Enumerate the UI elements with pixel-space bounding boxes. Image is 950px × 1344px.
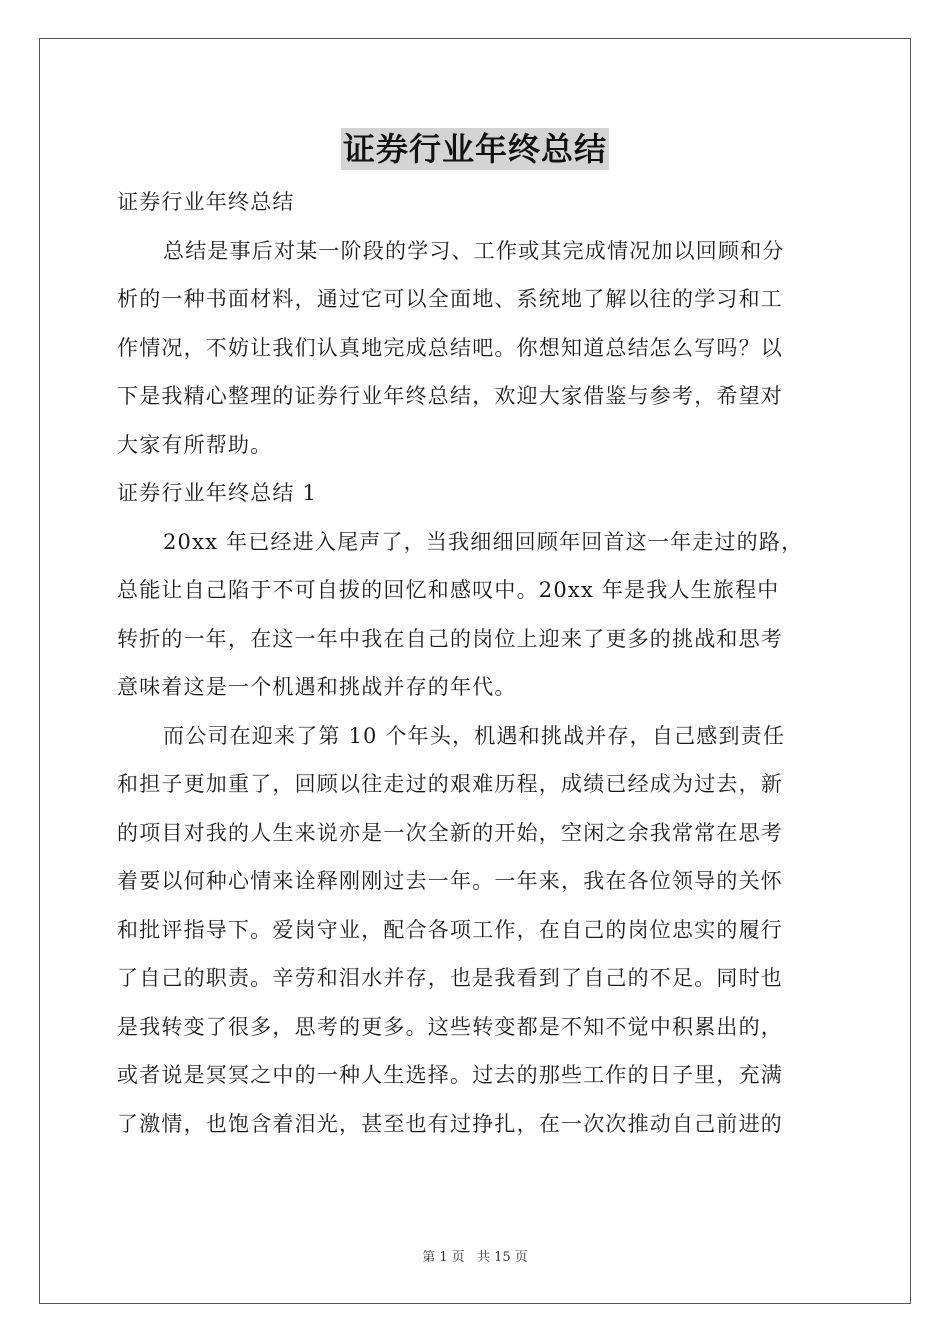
text-line: 下是我精心整理的证券行业年终总结，欢迎大家借鉴与参考，希望对 [117,384,783,408]
page-number: 第 1 页 [422,1250,465,1265]
text-line: 证券行业年终总结 [117,190,295,214]
page-footer [0,1246,950,1265]
document-title: 证券行业年终总结 [342,130,607,168]
text-line: 的项目对我的人生来说亦是一次全新的开始，空闲之余我常常在思考 [117,820,783,845]
text-line: 意味着这是一个机遇和挑战并存的年代。 [117,675,517,699]
text-line: 或者说是冥冥之中的一种人生选择。过去的那些工作的日子里，充满 [117,1063,783,1087]
text-line: 着要以何种心情来诠释刚刚过去一年。一年来，我在各位领导的关怀 [117,869,783,893]
text-line: 了激情，也饱含着泪光，甚至也有过挣扎，在一次次推动自己前进的 [117,1111,783,1136]
text-line: 20xx 年已经进入尾声了，当我细细回顾年回首这一年走过的路， [163,529,804,554]
document-body [117,178,841,1148]
text-line: 和批评指导下。爱岗守业，配合各项工作，在自己的岗位忠实的履行 [117,917,783,942]
text-line: 总结是事后对某一阶段的学习、工作或其完成情况加以回顾和分 [163,238,785,263]
text-line: 了自己的职责。辛劳和泪水并存，也是我看到了自己的不足。同时也 [117,966,783,990]
text-line: 析的一种书面材料，通过它可以全面地、系统地了解以往的学习和工 [117,287,783,311]
text-line: 而公司在迎来了第 10 个年头，机遇和挑战并存，自己感到责任 [163,723,786,748]
text-line: 大家有所帮助。 [117,432,273,457]
text-line: 转折的一年，在这一年中我在自己的岗位上迎来了更多的挑战和思考 [117,626,783,651]
title-container [0,128,950,170]
text-line: 是我转变了很多，思考的更多。这些转变都是不知不觉中积累出的， [117,1014,783,1039]
text-line: 证券行业年终总结 1 [117,481,318,505]
text-line: 作情况，不妨让我们认真地完成总结吧。你想知道总结怎么写吗？以 [117,335,783,360]
text-line: 总能让自己陷于不可自拔的回忆和感叹中。20xx 年是我人生旅程中 [117,578,780,602]
text-line: 和担子更加重了，回顾以往走过的艰难历程，成绩已经成为过去，新 [117,772,783,796]
page-total: 共 15 页 [476,1250,528,1265]
